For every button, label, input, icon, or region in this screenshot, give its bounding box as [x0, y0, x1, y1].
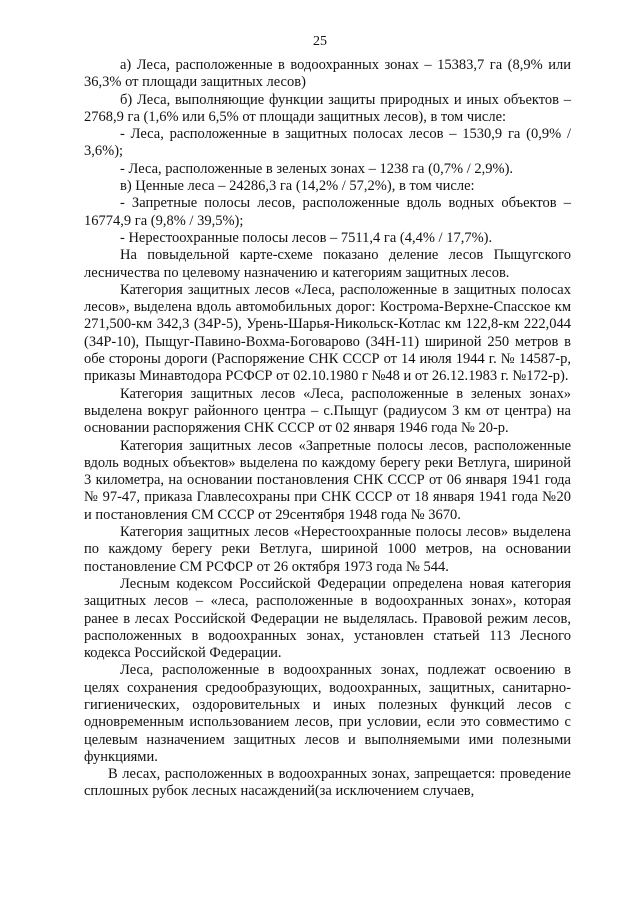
paragraph-green-zones: - Леса, расположенные в зеленых зонах – 1238 га (0,7% / 2,9%).	[120, 160, 514, 177]
paragraph-category-prohibited-strips: Категория защитных лесов «Запретные полосы лесов, расположенные вдоль водных объектов» выделена по каждому берегу реки Ветлуга, шириной 3 километра, на основании постановления СНК СССР от 06 января 1941 года № 97-47, приказа Главлесохраны при СНК СССР от 18 января 1941 года №20 и постановления СМ СССР от 29сентября 1948 года № 3670.	[84, 437, 571, 523]
paragraph-category-road-strips: Категория защитных лесов «Леса, расположенные в защитных полосах лесов», выделена вдоль автомобильных дорог: Кострома-Верхне-Спасское км 271,500-км 342,3 (34Р-5), Урень-Шарья-Никольск-Котлас км 122,8-км 222,044 (34Р-10), Пыщуг-Павино-Вохма-Боговарово (34Н-11) шириной 250 метров в обе стороны дороги (Распоряжение СНК СССР от 14 июля 1944 г. № 14587-р, приказы Минавтодора РСФСР от 02.10.1980 г №48 и от 26.12.1983 г. №172-р).	[84, 281, 571, 385]
page-number: 25	[313, 34, 327, 49]
paragraph-valuable-forests: в) Ценные леса – 24286,3 га (14,2% / 57,2%), в том числе:	[120, 178, 475, 195]
paragraph-development-rules: Леса, расположенные в водоохранных зонах, подлежат освоению в целях сохранения средообразующих, водоохранных, защитных, санитарно-гигиенических, оздоровительных и иных полезных функций лесов с одновременным использованием лесов, при условии, если это совместимо с целевым назначением защитных лесов и выполняемыми ими полезными функциями.	[84, 662, 571, 765]
paragraph-spawning-strips: - Нерестоохранные полосы лесов – 7511,4 га (4,4% / 17,7%).	[120, 229, 493, 246]
paragraph-prohibitions: В лесах, расположенных в водоохранных зонах, запрещается: проведение сплошных рубок лесных насаждений(за исключением случаев,	[84, 766, 571, 800]
paragraph-forests-water-protection-zones: а) Леса, расположенные в водоохранных зонах – 15383,7 га (8,9% или 36,3% от площади защитных лесов)	[84, 57, 571, 91]
paragraph-forests-protection-functions: б) Леса, выполняющие функции защиты природных и иных объектов – 2768,9 га (1,6% или 6,5% от площади защитных лесов), в том числе:	[84, 91, 571, 125]
paragraph-prohibited-strips: - Запретные полосы лесов, расположенные вдоль водных объектов – 16774,9 га (9,8% / 39,5%);	[84, 195, 571, 229]
paragraph-category-spawning-strips: Категория защитных лесов «Нерестоохранные полосы лесов» выделена по каждому берегу реки Ветлуга, шириной 1000 метров, на основании постановление СМ РСФСР от 26 октября 1973 года № 544.	[84, 524, 571, 575]
paragraph-forest-code-category: Лесным кодексом Российской Федерации определена новая категория защитных лесов – «леса, расположенные в водоохранных зонах», которая ранее в лесах Российской Федерации не выделялась. Правовой режим лесов, расположенных в водоохранных зонах, установлен статьей 113 Лесного кодекса Российской Федерации.	[84, 575, 571, 662]
document-body	[84, 57, 571, 801]
paragraph-category-green-zones: Категория защитных лесов «Леса, расположенные в зеленых зонах» выделена вокруг районного центра – с.Пыщуг (радиусом 3 км от центра) на основании распоряжения СНК СССР от 02 января 1946 года № 20-р.	[84, 385, 571, 437]
paragraph-map-scheme: На повыдельной карте-схеме показано деление лесов Пыщугского лесничества по целевому назначению и категориям защитных лесов.	[84, 247, 571, 281]
paragraph-protective-strips: - Леса, расположенные в защитных полосах лесов – 1530,9 га (0,9% / 3,6%);	[84, 126, 571, 160]
